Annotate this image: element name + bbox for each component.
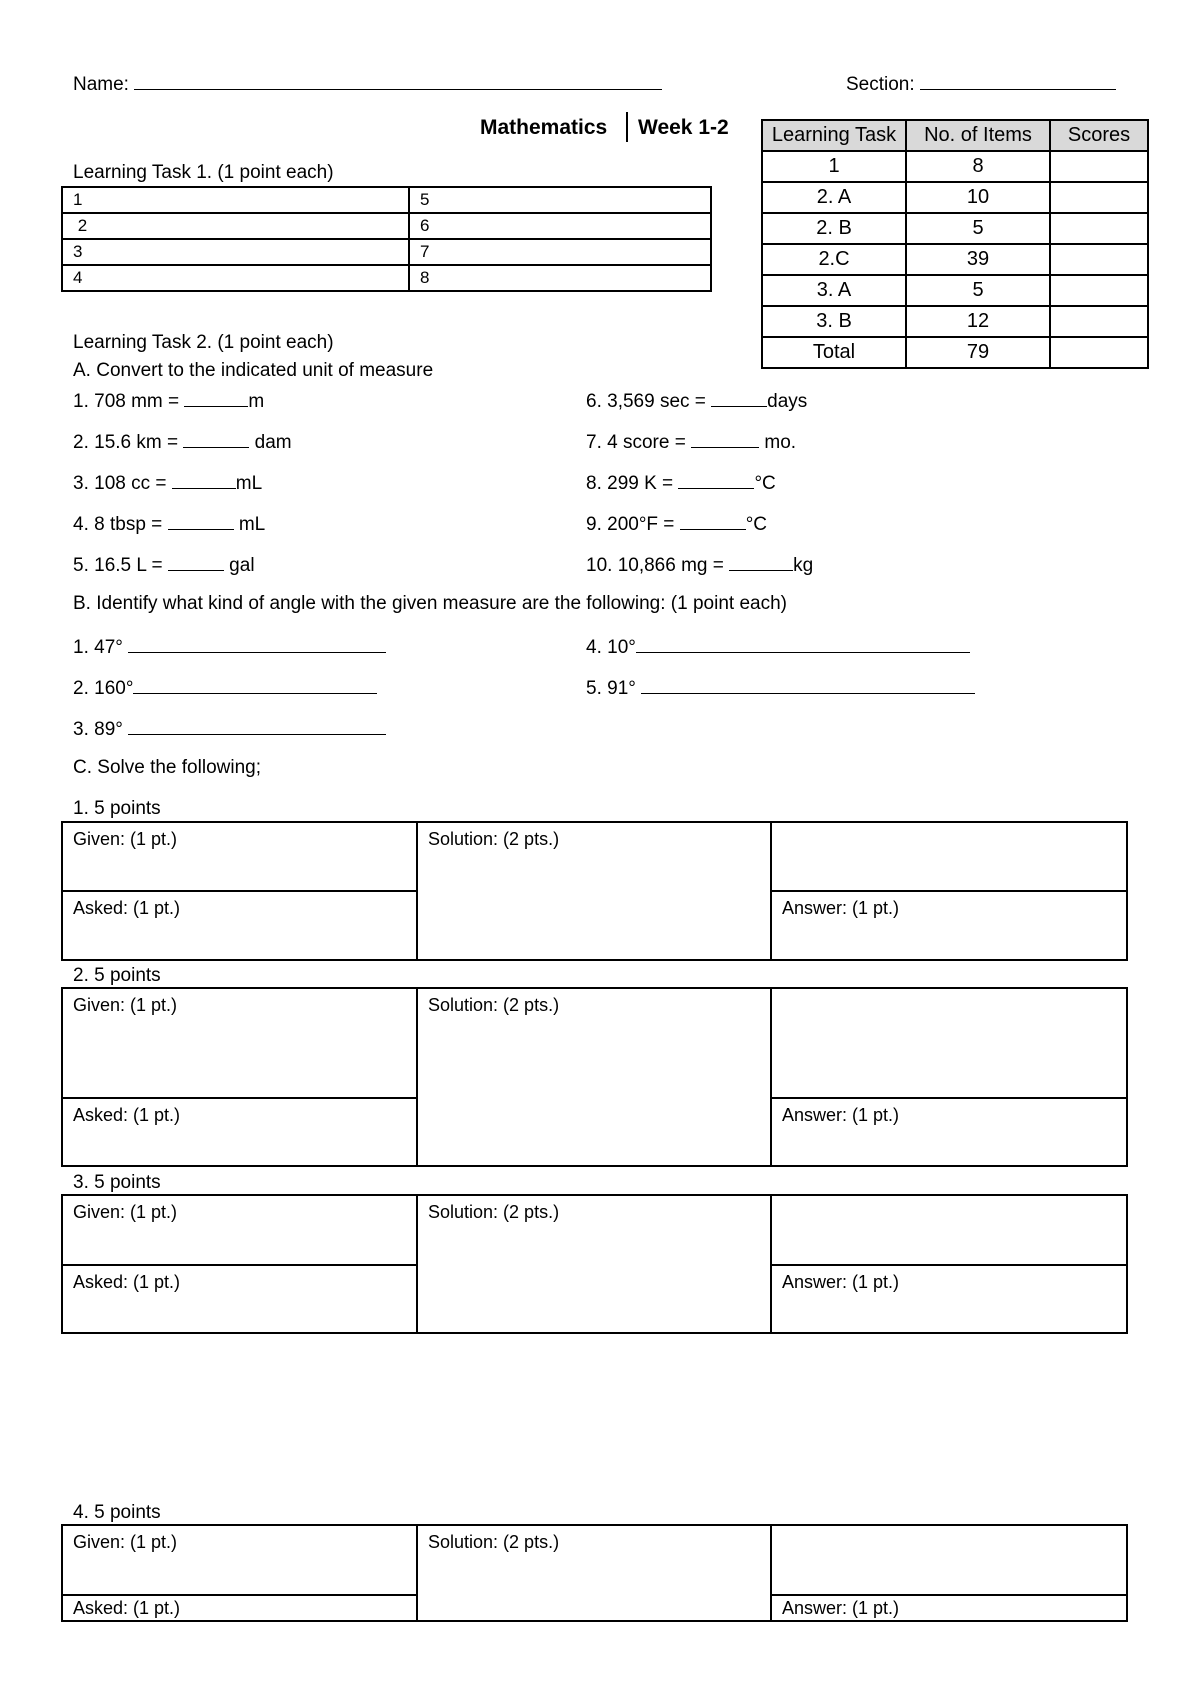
question-text: 9. 200°F = bbox=[586, 514, 680, 535]
table-row bbox=[62, 239, 711, 265]
task-cell: 2. B bbox=[762, 213, 906, 244]
angle-item bbox=[73, 675, 377, 700]
answer-blank[interactable] bbox=[641, 675, 975, 694]
answer-cell[interactable]: 4 bbox=[62, 265, 409, 291]
given-cell[interactable]: Given: (1 pt.) bbox=[73, 1202, 178, 1222]
items-cell: 79 bbox=[906, 337, 1050, 368]
convert-item bbox=[73, 429, 292, 454]
given-cell[interactable]: Given: (1 pt.) bbox=[73, 995, 178, 1015]
question-text: 10. 10,866 mg = bbox=[586, 555, 730, 576]
asked-cell[interactable]: Asked: (1 pt.) bbox=[73, 1598, 181, 1618]
task-cell: 1 bbox=[762, 151, 906, 182]
table-row bbox=[62, 187, 711, 213]
angle-text: 5. 91° bbox=[586, 678, 636, 699]
problem-box bbox=[61, 1194, 1128, 1334]
answer-cell[interactable]: Answer: (1 pt.) bbox=[782, 1272, 900, 1292]
answer-cell[interactable]: Answer: (1 pt.) bbox=[782, 1105, 900, 1125]
question-text: 1. 708 mm = bbox=[73, 391, 185, 412]
section-field[interactable] bbox=[846, 74, 1116, 96]
convert-item bbox=[73, 388, 264, 413]
answer-cell[interactable]: Answer: (1 pt.) bbox=[782, 898, 900, 918]
angle-text: 4. 10° bbox=[586, 637, 636, 658]
task2-title: Learning Task 2. (1 point each) bbox=[73, 332, 334, 353]
section-blank[interactable] bbox=[920, 88, 1116, 90]
question-text: 8. 299 K = bbox=[586, 473, 679, 494]
task1-answer-grid bbox=[61, 186, 712, 292]
asked-cell[interactable]: Asked: (1 pt.) bbox=[73, 898, 181, 918]
score-cell[interactable] bbox=[1050, 182, 1148, 213]
blank-cell[interactable] bbox=[772, 823, 1126, 890]
answer-blank[interactable] bbox=[680, 511, 746, 530]
table-row bbox=[762, 306, 1148, 337]
items-cell: 5 bbox=[906, 275, 1050, 306]
items-cell: 39 bbox=[906, 244, 1050, 275]
unit-text: gal bbox=[223, 555, 255, 576]
table-row bbox=[762, 275, 1148, 306]
table-row bbox=[762, 182, 1148, 213]
col-scores: Scores bbox=[1050, 120, 1148, 151]
answer-cell[interactable]: 7 bbox=[409, 239, 711, 265]
solution-cell[interactable]: Solution: (2 pts.) bbox=[428, 1532, 560, 1552]
partB-instruction: B. Identify what kind of angle with the given measure are the following: (1 point each) bbox=[73, 593, 787, 614]
task-cell: 2.C bbox=[762, 244, 906, 275]
subject-title: Mathematics bbox=[480, 116, 608, 139]
problem-box bbox=[61, 821, 1128, 961]
answer-blank[interactable] bbox=[128, 634, 386, 653]
score-cell[interactable] bbox=[1050, 213, 1148, 244]
angle-item bbox=[586, 675, 975, 700]
convert-item bbox=[586, 511, 767, 536]
table-row-total bbox=[762, 337, 1148, 368]
answer-blank[interactable] bbox=[636, 634, 970, 653]
unit-text: °C bbox=[745, 514, 768, 535]
col-learning-task: Learning Task bbox=[762, 120, 906, 151]
task1-title: Learning Task 1. (1 point each) bbox=[73, 162, 334, 183]
question-text: 3. 108 cc = bbox=[73, 473, 172, 494]
question-text: 5. 16.5 L = bbox=[73, 555, 168, 576]
asked-cell[interactable]: Asked: (1 pt.) bbox=[73, 1272, 181, 1292]
answer-cell[interactable]: 1 bbox=[62, 187, 409, 213]
unit-text: dam bbox=[249, 432, 292, 453]
convert-item bbox=[73, 511, 265, 536]
name-blank[interactable] bbox=[134, 88, 662, 90]
name-field[interactable] bbox=[73, 74, 662, 96]
score-table-header bbox=[762, 120, 1148, 151]
section-label: Section: bbox=[846, 74, 915, 95]
answer-blank[interactable] bbox=[691, 429, 759, 448]
answer-cell[interactable]: 3 bbox=[62, 239, 409, 265]
table-row bbox=[762, 151, 1148, 182]
name-label: Name: bbox=[73, 74, 129, 95]
angle-item bbox=[586, 634, 970, 659]
question-text: 7. 4 score = bbox=[586, 432, 692, 453]
given-cell[interactable]: Given: (1 pt.) bbox=[73, 829, 178, 849]
answer-blank[interactable] bbox=[729, 552, 793, 571]
week-title: Week 1-2 bbox=[638, 116, 729, 139]
answer-cell[interactable]: Answer: (1 pt.) bbox=[782, 1598, 900, 1618]
col-no-of-items: No. of Items bbox=[906, 120, 1050, 151]
answer-cell[interactable]: 5 bbox=[409, 187, 711, 213]
unit-text: m bbox=[248, 391, 265, 412]
unit-text: days bbox=[767, 391, 808, 412]
answer-cell[interactable]: 6 bbox=[409, 213, 711, 239]
convert-item bbox=[586, 429, 796, 454]
items-cell: 5 bbox=[906, 213, 1050, 244]
partC-instruction: C. Solve the following; bbox=[73, 757, 261, 778]
convert-item bbox=[586, 388, 807, 413]
asked-cell[interactable]: Asked: (1 pt.) bbox=[73, 1105, 181, 1125]
blank-cell[interactable] bbox=[772, 989, 1126, 1097]
answer-blank[interactable] bbox=[711, 388, 767, 407]
angle-item bbox=[73, 634, 386, 659]
table-row bbox=[62, 265, 711, 291]
question-text: 4. 8 tbsp = bbox=[73, 514, 168, 535]
problem-label: 1. 5 points bbox=[73, 798, 161, 819]
score-cell[interactable] bbox=[1050, 337, 1148, 368]
partA-instruction: A. Convert to the indicated unit of measure bbox=[73, 360, 434, 381]
score-cell[interactable] bbox=[1050, 275, 1148, 306]
blank-cell[interactable] bbox=[772, 1526, 1126, 1594]
answer-blank[interactable] bbox=[168, 552, 224, 571]
answer-blank[interactable] bbox=[128, 716, 386, 735]
items-cell: 10 bbox=[906, 182, 1050, 213]
problem-label: 2. 5 points bbox=[73, 965, 161, 986]
score-cell[interactable] bbox=[1050, 244, 1148, 275]
answer-blank[interactable] bbox=[133, 675, 377, 694]
answer-cell[interactable]: 8 bbox=[409, 265, 711, 291]
task-cell: Total bbox=[762, 337, 906, 368]
solution-cell[interactable]: Solution: (2 pts.) bbox=[428, 829, 560, 849]
blank-cell[interactable] bbox=[772, 1196, 1126, 1264]
answer-cell[interactable]: 2 bbox=[62, 213, 409, 239]
unit-text: mL bbox=[233, 514, 266, 535]
items-cell: 12 bbox=[906, 306, 1050, 337]
problem-label: 3. 5 points bbox=[73, 1172, 161, 1193]
angle-text: 1. 47° bbox=[73, 637, 123, 658]
title-divider bbox=[626, 112, 628, 142]
answer-blank[interactable] bbox=[168, 511, 234, 530]
unit-text: kg bbox=[793, 555, 814, 576]
problem-label: 4. 5 points bbox=[73, 1502, 161, 1523]
score-cell[interactable] bbox=[1050, 306, 1148, 337]
angle-text: 3. 89° bbox=[73, 719, 123, 740]
task-cell: 3. B bbox=[762, 306, 906, 337]
convert-item bbox=[586, 470, 776, 495]
table-row bbox=[762, 244, 1148, 275]
answer-blank[interactable] bbox=[172, 470, 236, 489]
task-cell: 2. A bbox=[762, 182, 906, 213]
task-cell: 3. A bbox=[762, 275, 906, 306]
items-cell: 8 bbox=[906, 151, 1050, 182]
unit-text: mo. bbox=[759, 432, 797, 453]
solution-cell[interactable]: Solution: (2 pts.) bbox=[428, 1202, 560, 1222]
unit-text: °C bbox=[754, 473, 776, 494]
score-table bbox=[761, 119, 1149, 369]
problem-box bbox=[61, 1524, 1128, 1622]
angle-text: 2. 160° bbox=[73, 678, 134, 699]
score-cell[interactable] bbox=[1050, 151, 1148, 182]
given-cell[interactable]: Given: (1 pt.) bbox=[73, 1532, 178, 1552]
table-row bbox=[762, 213, 1148, 244]
problem-box bbox=[61, 987, 1128, 1167]
solution-cell[interactable]: Solution: (2 pts.) bbox=[428, 995, 560, 1015]
unit-text: mL bbox=[235, 473, 263, 494]
angle-item bbox=[73, 716, 386, 741]
answer-blank[interactable] bbox=[678, 470, 754, 489]
convert-item bbox=[586, 552, 813, 577]
answer-blank[interactable] bbox=[183, 429, 249, 448]
question-text: 6. 3,569 sec = bbox=[586, 391, 712, 412]
table-row bbox=[62, 213, 711, 239]
question-text: 2. 15.6 km = bbox=[73, 432, 184, 453]
answer-blank[interactable] bbox=[184, 388, 248, 407]
convert-item bbox=[73, 470, 262, 495]
convert-item bbox=[73, 552, 255, 577]
